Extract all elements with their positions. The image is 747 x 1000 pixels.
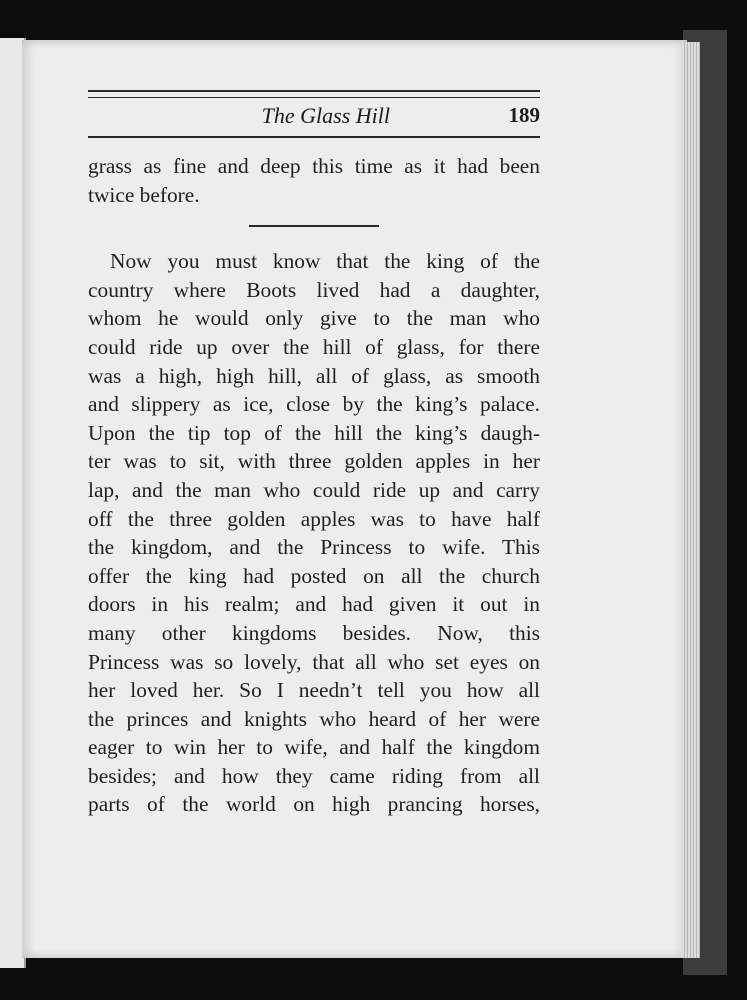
header-rule-bottom <box>88 136 540 138</box>
text-line: twice before. <box>88 182 200 207</box>
text-line: Princess was so lovely, that all who set eyes on <box>88 649 540 674</box>
running-title: The Glass Hill <box>261 103 390 128</box>
text-line: Upon the tip top of the hill the king’s daugh- <box>88 420 540 445</box>
text-line: eager to win her to wife, and half the kingdom <box>88 735 540 760</box>
text-line: off the three golden apples was to have half <box>88 506 540 531</box>
section-divider <box>249 225 379 227</box>
text-line: her loved her. So I needn’t tell you how all <box>88 678 540 703</box>
text-line: ter was to sit, with three golden apples in her <box>88 449 540 474</box>
text-line: country where Boots lived had a daughter, <box>88 277 540 302</box>
text-line: offer the king had posted on all the church <box>88 563 540 588</box>
text-line: parts of the world on high prancing horses, <box>88 792 540 817</box>
paragraph-2 <box>88 247 540 819</box>
text-line: Now you must know that the king of the <box>110 249 540 274</box>
text-line: was a high, high hill, all of glass, as smooth <box>88 363 540 388</box>
body-text <box>88 152 540 819</box>
text-line: lap, and the man who could ride up and carry <box>88 477 540 502</box>
text-line: could ride up over the hill of glass, for there <box>88 334 540 359</box>
text-line: the princes and knights who heard of her were <box>88 706 540 731</box>
text-line: the kingdom, and the Princess to wife. This <box>88 535 540 560</box>
paragraph-1 <box>88 152 540 209</box>
page-number: 189 <box>508 103 540 127</box>
text-line: many other kingdoms besides. Now, this <box>88 620 540 645</box>
text-line: and slippery as ice, close by the king’s palace. <box>88 392 540 417</box>
header-rule-top <box>88 90 540 92</box>
text-line: doors in his realm; and had given it out in <box>88 592 540 617</box>
text-line: besides; and how they came riding from all <box>88 763 540 788</box>
text-line: whom he would only give to the man who <box>88 306 540 331</box>
text-line: grass as fine and deep this time as it had been <box>88 154 540 178</box>
header-rule-top-thin <box>88 97 540 98</box>
page-stack-edges <box>682 42 700 958</box>
